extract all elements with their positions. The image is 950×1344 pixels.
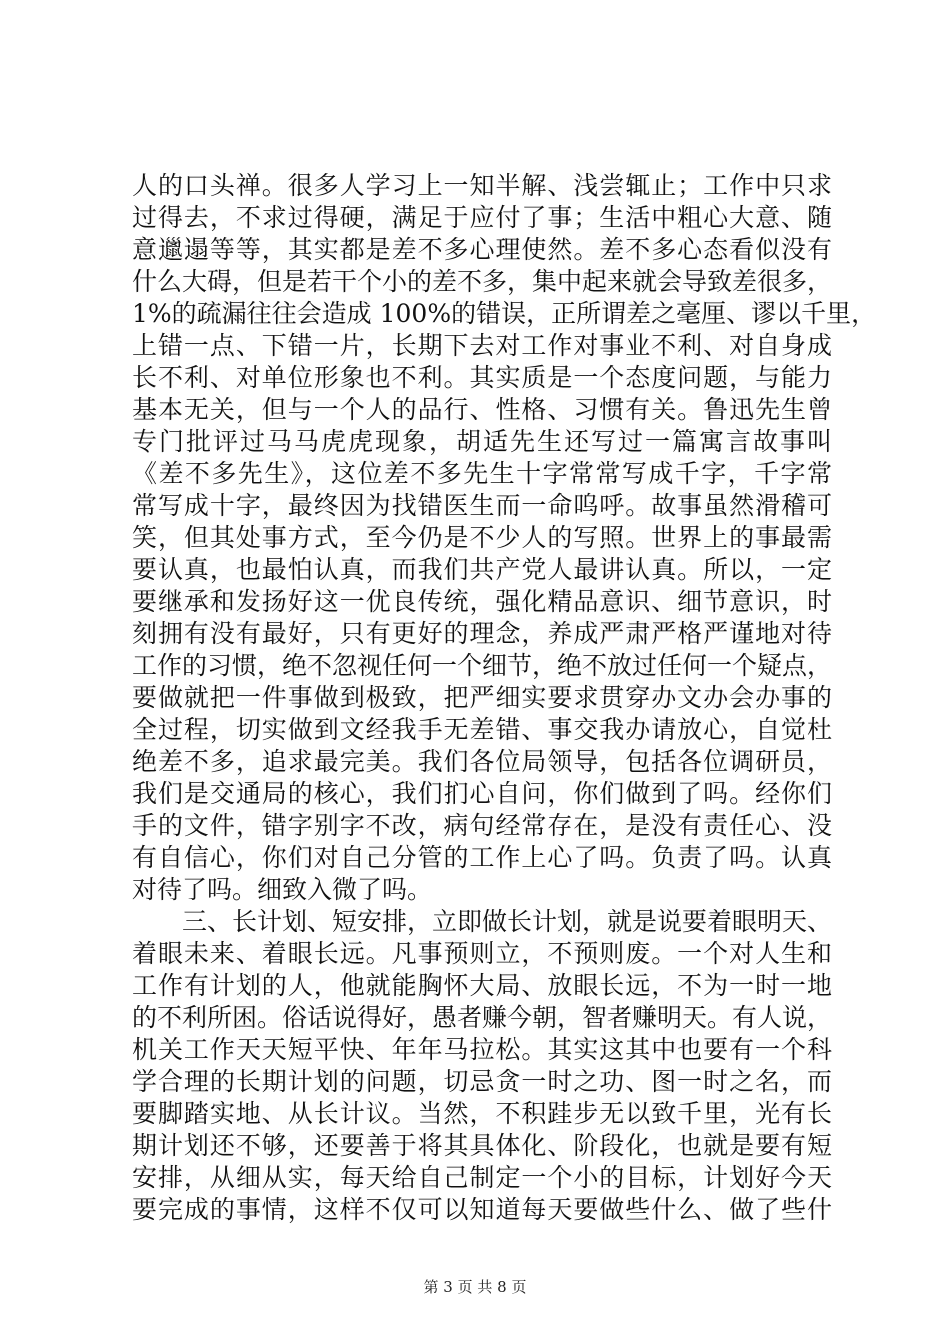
text-line: 基本无关，但与一个人的品行、性格、习惯有关。鲁迅先生曾 [132, 395, 832, 424]
text-line: 要完成的事情，这样不仅可以知道每天要做些什么、做了些什 [132, 1195, 832, 1224]
body-text [132, 170, 877, 1226]
text-line: 着眼未来、着眼长远。凡事预则立，不预则废。一个对人生和 [132, 939, 832, 968]
text-line: 学合理的长期计划的问题，切忌贪一时之功、图一时之名，而 [132, 1067, 832, 1096]
text-line: 三、长计划、短安排，立即做长计划，就是说要着眼明天、 [132, 907, 833, 936]
text-line: 上错一点、下错一片，长期下去对工作对事业不利、对自身成 [132, 331, 832, 360]
text-line: 绝差不多，追求最完美。我们各位局领导，包括各位调研员， [132, 747, 832, 776]
text-line: 什么大碍，但是若干个小的差不多，集中起来就会导致差很多， [132, 267, 833, 296]
page-number-footer: 第 3 页 共 8 页 [423, 1278, 527, 1296]
text-line: 的不利所困。俗话说得好，愚者赚今朝，智者赚明天。有人说， [132, 1003, 833, 1032]
text-line: 手的文件，错字别字不改，病句经常存在，是没有责任心、没 [132, 811, 832, 840]
text-line: 要继承和发扬好这一优良传统，强化精品意识、细节意识，时 [132, 587, 832, 616]
text-line: 工作的习惯，绝不忽视任何一个细节，绝不放过任何一个疑点， [132, 651, 833, 680]
text-line: 我们是交通局的核心，我们扪心自问，你们做到了吗。经你们 [132, 779, 832, 808]
text-line: 对待了吗。细致入微了吗。 [132, 875, 433, 904]
text-line: 工作有计划的人，他就能胸怀大局、放眼长远，不为一时一地 [132, 971, 832, 1000]
text-line: 刻拥有没有最好，只有更好的理念，养成严肃严格严谨地对待 [132, 619, 832, 648]
text-line: 长不利、对单位形象也不利。其实质是一个态度问题，与能力 [132, 363, 832, 392]
text-line: 《差不多先生》，这位差不多先生十字常常写成千字，千字常 [132, 459, 832, 488]
text-line: 期计划还不够，还要善于将其具体化、阶段化，也就是要有短 [132, 1131, 832, 1160]
text-line: 笑，但其处事方式，至今仍是不少人的写照。世界上的事最需 [132, 523, 832, 552]
text-line: 1%的疏漏往往会造成 100%的错误，正所谓差之毫厘、谬以千里， [132, 299, 877, 328]
text-line: 意邋遢等等，其实都是差不多心理使然。差不多心态看似没有 [132, 235, 832, 264]
text-line: 安排，从细从实，每天给自己制定一个小的目标，计划好今天 [132, 1163, 832, 1192]
text-line: 过得去，不求过得硬，满足于应付了事；生活中粗心大意、随 [132, 203, 832, 232]
text-line: 要脚踏实地、从长计议。当然，不积跬步无以致千里，光有长 [132, 1099, 832, 1128]
text-line: 常写成十字，最终因为找错医生而一命呜呼。故事虽然滑稽可 [132, 491, 832, 520]
text-line: 全过程，切实做到文经我手无差错、事交我办请放心，自觉杜 [132, 715, 832, 744]
text-line: 要认真，也最怕认真，而我们共产党人最讲认真。所以，一定 [132, 555, 832, 584]
text-line: 机关工作天天短平快、年年马拉松。其实这其中也要有一个科 [132, 1035, 832, 1064]
text-line: 专门批评过马马虎虎现象，胡适先生还写过一篇寓言故事叫 [132, 427, 832, 456]
text-line: 有自信心，你们对自己分管的工作上心了吗。负责了吗。认真 [132, 843, 832, 872]
text-line: 人的口头禅。很多人学习上一知半解、浅尝辄止；工作中只求 [132, 171, 832, 200]
text-line: 要做就把一件事做到极致，把严细实要求贯穿办文办会办事的 [132, 683, 832, 712]
